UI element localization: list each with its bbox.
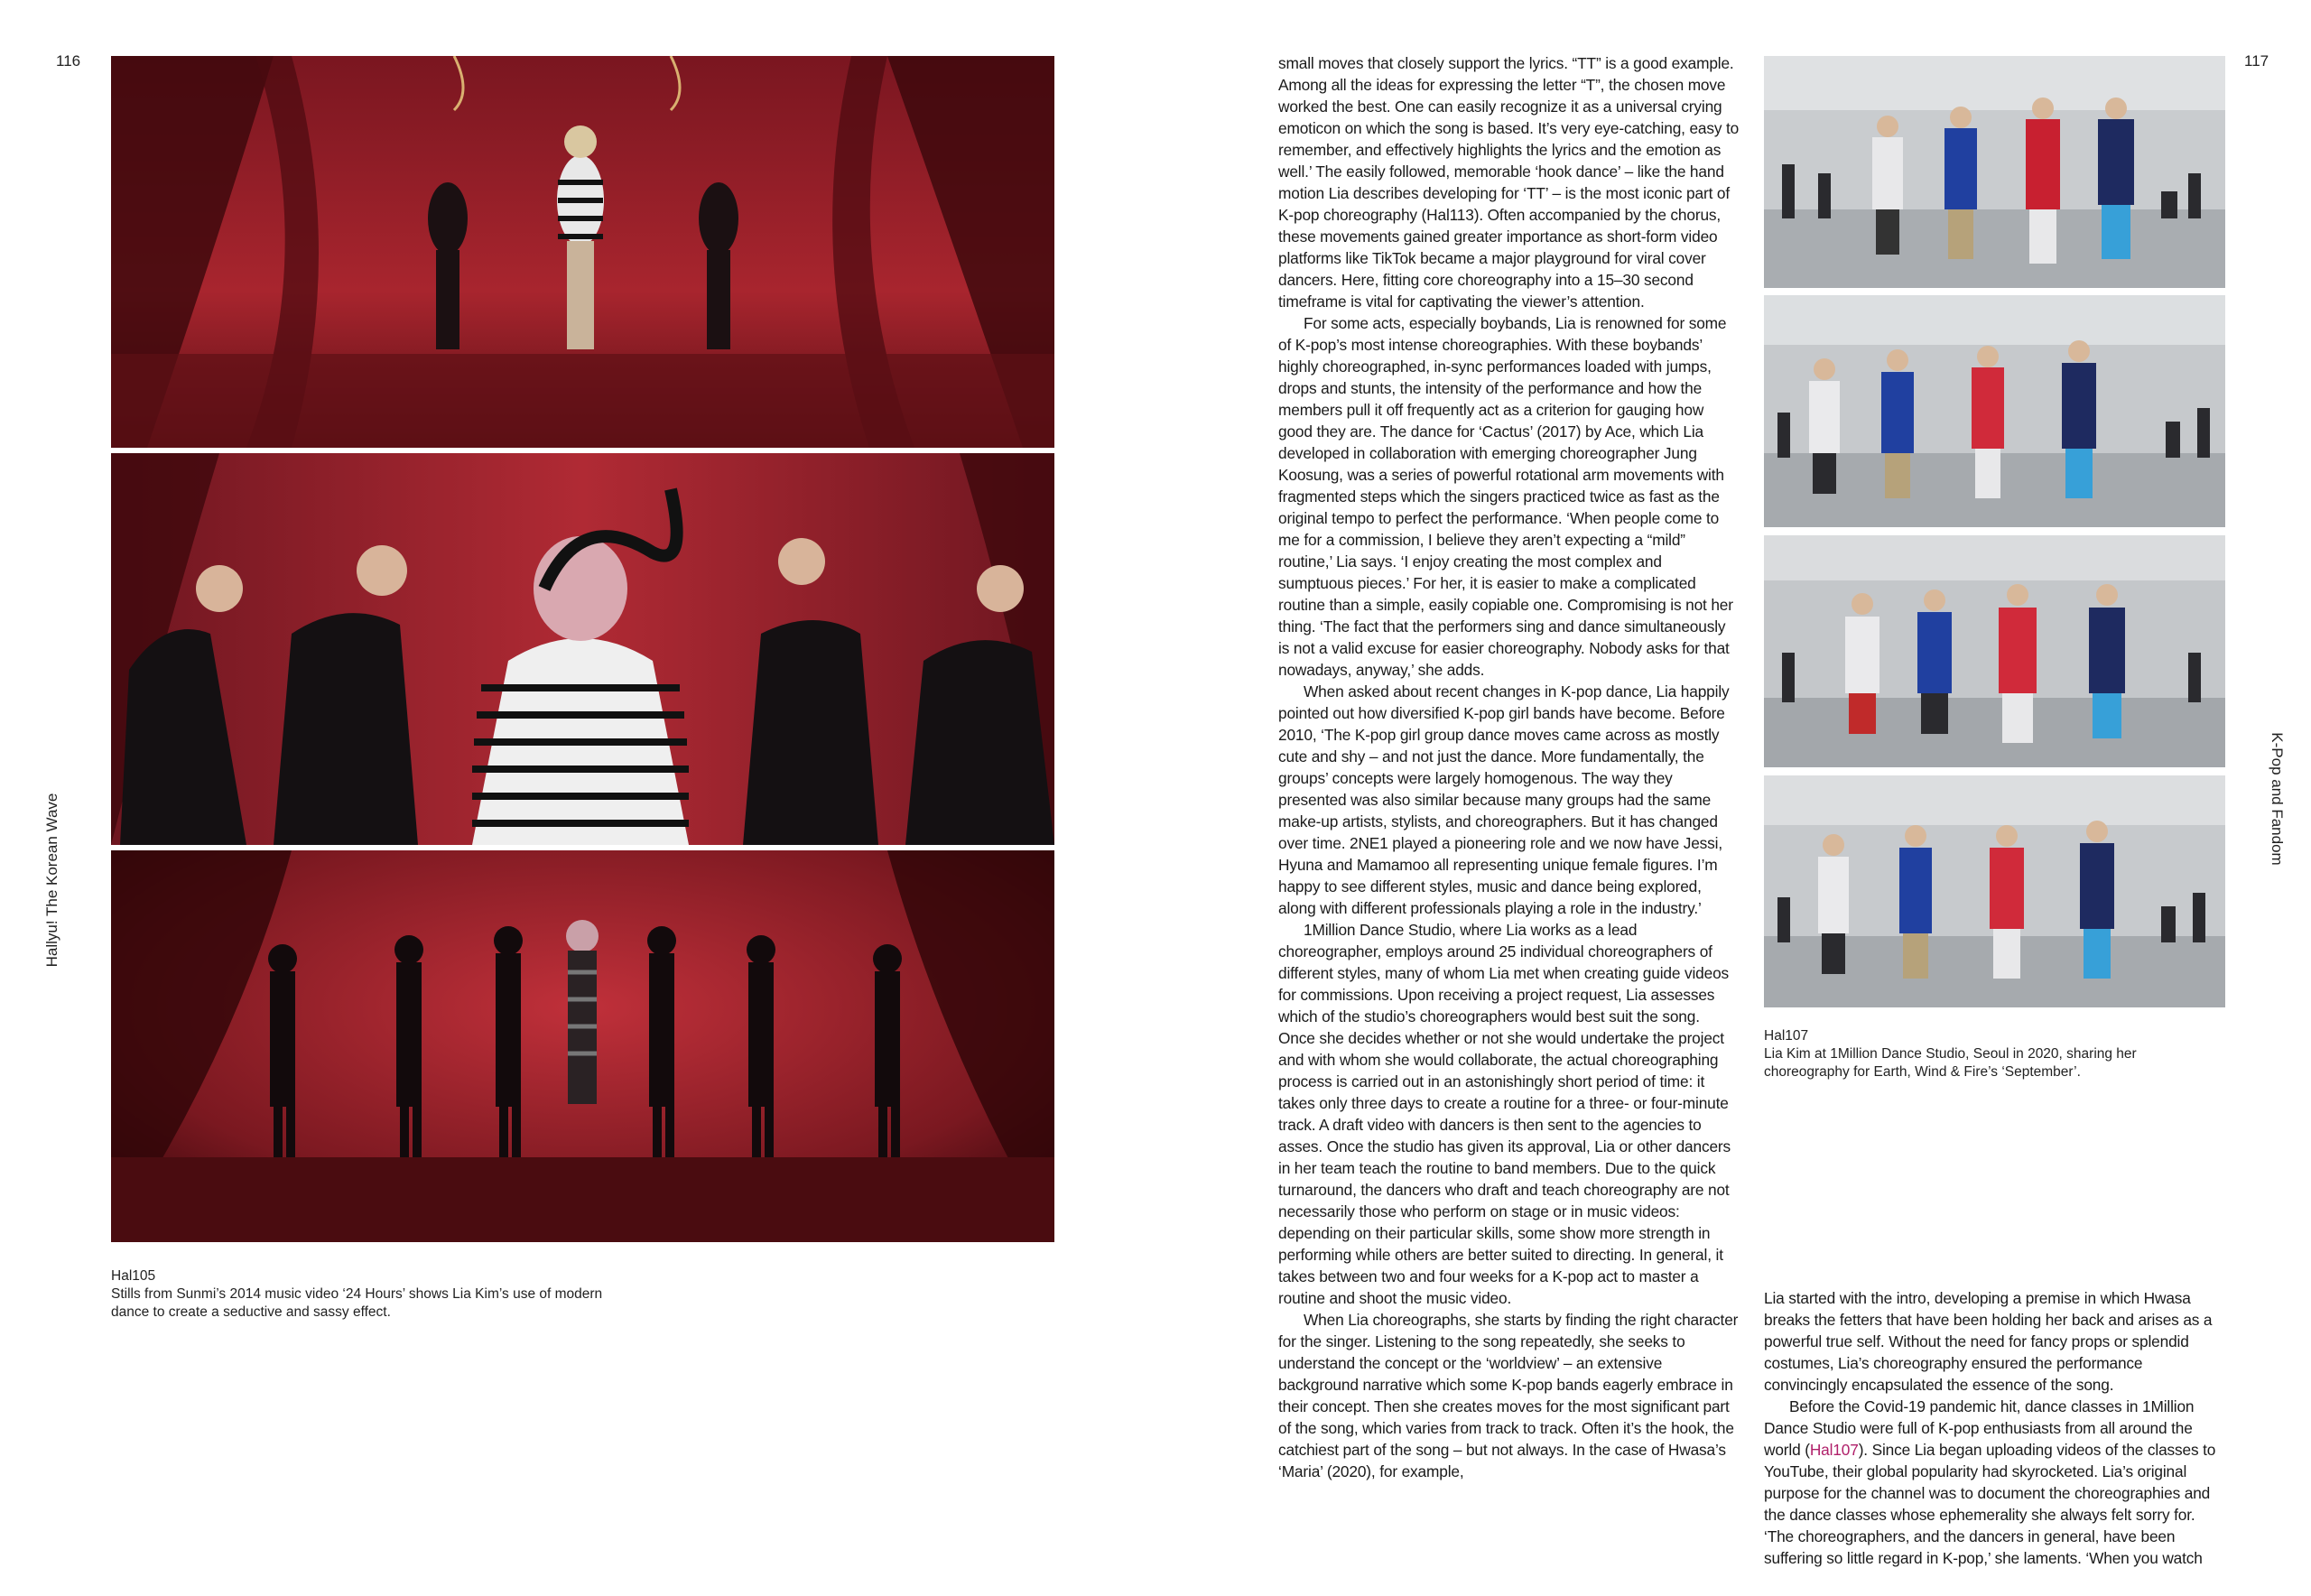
body-column-2	[1764, 1287, 2228, 1569]
paragraph: For some acts, especially boybands, Lia is renowned for some of K-pop’s most intense choreographies. With these boybands’ highly choreographed, in-sync performances loaded with jumps, drops and stunts, the intensity of the performance and how the members pull it off frequently act as a criterion for gauging how good they are. The dance for ‘Cactus’ (2017) by Ace, which Lia developed in collaboration with emerging choreographer Jung Koosung, was a series of powerful rotational arm movements with fragmented steps which the singers practiced twice as fast as the original tempo to perfect the performance. ‘When people come to me for a commission, I believe they aren’t expecting a “mild” routine,’ Lia says. ‘I enjoy creating the most complex and sumptuous pieces.’ For her, it is easier to make a complicated routine than a simple, easily copiable one. Compromising is not her thing. ‘The fact that the performers sing and dance simultaneously is not a valid excuse for easier choreography. Nobody asks for that nowadays, anyway,’ she adds.	[1278, 314, 1733, 679]
dance-studio-photo-1	[1764, 56, 2225, 288]
paragraph: Lia started with the intro, developing a premise in which Hwasa breaks the fetters that have been holding her back and arises as a powerful true self. Without the need for fancy props or splendid costumes, Lia’s choreography ensured the performance convincingly encapsulated the essence of the song.	[1764, 1289, 2213, 1394]
paragraph: When asked about recent changes in K-pop dance, Lia happily pointed out how diversified K-pop girl bands have become. Before 2010, ‘The K-pop girl group dance moves came across as mostly cute and shy – and not just the dance. More fundamentally, the groups’ concepts were largely homogenous. The way they presented was also similar because many groups had the same make-up artists, stylists, and choreographers. But it has changed over time. 2NE1 played a pioneering role and we now have Jessi, Hyuna and Mamamoo all representing unique female figures. I’m happy to see different styles, music and dance being explored, along with different professionals playing a role in the industry.’	[1278, 682, 1730, 917]
running-head-right: K-Pop and Fandom	[2269, 732, 2286, 866]
dance-studio-photo-4	[1764, 775, 2225, 1007]
body-column-1	[1278, 52, 1740, 1482]
paragraph-text: Before the Covid-19 pandemic hit, dance classes in 1Million Dance Studio were full of K-pop enthusiasts from all around the world (	[1764, 1397, 2195, 1459]
figure-caption-left-line-1: Stills from Sunmi’s 2014 music video ‘24 Hours’ shows Lia Kim’s use of modern	[111, 1286, 603, 1302]
page-number-left: 116	[56, 52, 81, 70]
music-video-still-2	[111, 453, 1054, 845]
figure-id-right: Hal107	[1764, 1028, 1809, 1044]
figure-reference-link[interactable]: Hal107	[1809, 1441, 1859, 1459]
figure-caption-right-line-2: choreography for Earth, Wind & Fire’s ‘September’.	[1764, 1064, 2081, 1080]
dance-studio-photo-2	[1764, 295, 2225, 527]
paragraph: small moves that closely support the lyrics. “TT” is a good example. Among all the ideas for expressing the letter “T”, the chosen move worked the best. One can easily recognize it as a universal crying emoticon on which the song is based. It’s very eye-catching, easy to remember, and effectively highlights the lyrics and the emotion as well.’ The easily followed, memorable ‘hook dance’ – like the hand motion Lia describes developing for ‘TT’ – is the most iconic part of K-pop choreography (Hal113). Often accompanied by the chorus, these movements gained greater importance as short-form video platforms like TikTok became a major playground for viral cover dancers. Here, fitting core choreography into a 15–30 second timeframe is vital for captivating the viewer’s attention.	[1278, 54, 1740, 311]
music-video-still-3	[111, 850, 1054, 1242]
figure-caption-right-line-1: Lia Kim at 1Million Dance Studio, Seoul in 2020, sharing her	[1764, 1046, 2137, 1062]
running-head-left: Hallyu! The Korean Wave	[43, 793, 60, 968]
figure-caption-left-line-2: dance to create a seductive and sassy effect.	[111, 1304, 391, 1320]
dance-studio-photo-3	[1764, 535, 2225, 767]
paragraph: 1Million Dance Studio, where Lia works as a lead choreographer, employs around 25 individual choreographers of different styles, many of whom Lia met when creating guide videos for commissions. Upon receiving a project request, Lia assesses which of the studio’s choreographers would best suit the song. Once she decides whether or not she would undertake the project and with whom she would collaborate, the actual choreographing process is carried out in an astonishingly short period of time: it takes only three days to create a routine for a three- or four-minute track. A draft video with dancers is then sent to the agencies to asses. Once the studio has given its approval, Lia or other dancers in her team teach the routine to band members. Due to the quick turnaround, the dancers who draft and teach choreography are not necessarily those who perform on stage or in music videos: depending on their particular skills, some show more strength in performing while others are better suited to directing. In general, it takes between two and four weeks for a K-pop act to master a routine and shoot the music video.	[1278, 921, 1731, 1307]
paragraph	[1764, 1396, 2228, 1569]
paragraph-text: ). Since Lia began uploading videos of the classes to YouTube, their global popularity had skyrocketed. Lia’s original purpose for the channel was to document the choreographies and the dance classes whose ephemerality she always felt sorry for. ‘The choreographers, and the dancers in general, have been suffering so little regard in K-pop,’ she laments. ‘When you watch	[1764, 1441, 2216, 1567]
music-video-still-1	[111, 56, 1054, 448]
figure-caption-left	[111, 1267, 743, 1322]
paragraph: When Lia choreographs, she starts by finding the right character for the singer. Listening to the song repeatedly, she seeks to understand the concept or the ‘worldview’ – an extensive background narrative which some K-pop bands eagerly embrace in their concept. Then she creates moves for the most significant part of the song, which varies from track to track. Often it’s the hook, the catchiest part of the song – but not always. In the case of Hwasa’s ‘Maria’ (2020), for example,	[1278, 1311, 1739, 1480]
page-number-right: 117	[2244, 52, 2269, 70]
figure-id-left: Hal105	[111, 1268, 156, 1284]
figure-caption-right	[1764, 1027, 2233, 1081]
